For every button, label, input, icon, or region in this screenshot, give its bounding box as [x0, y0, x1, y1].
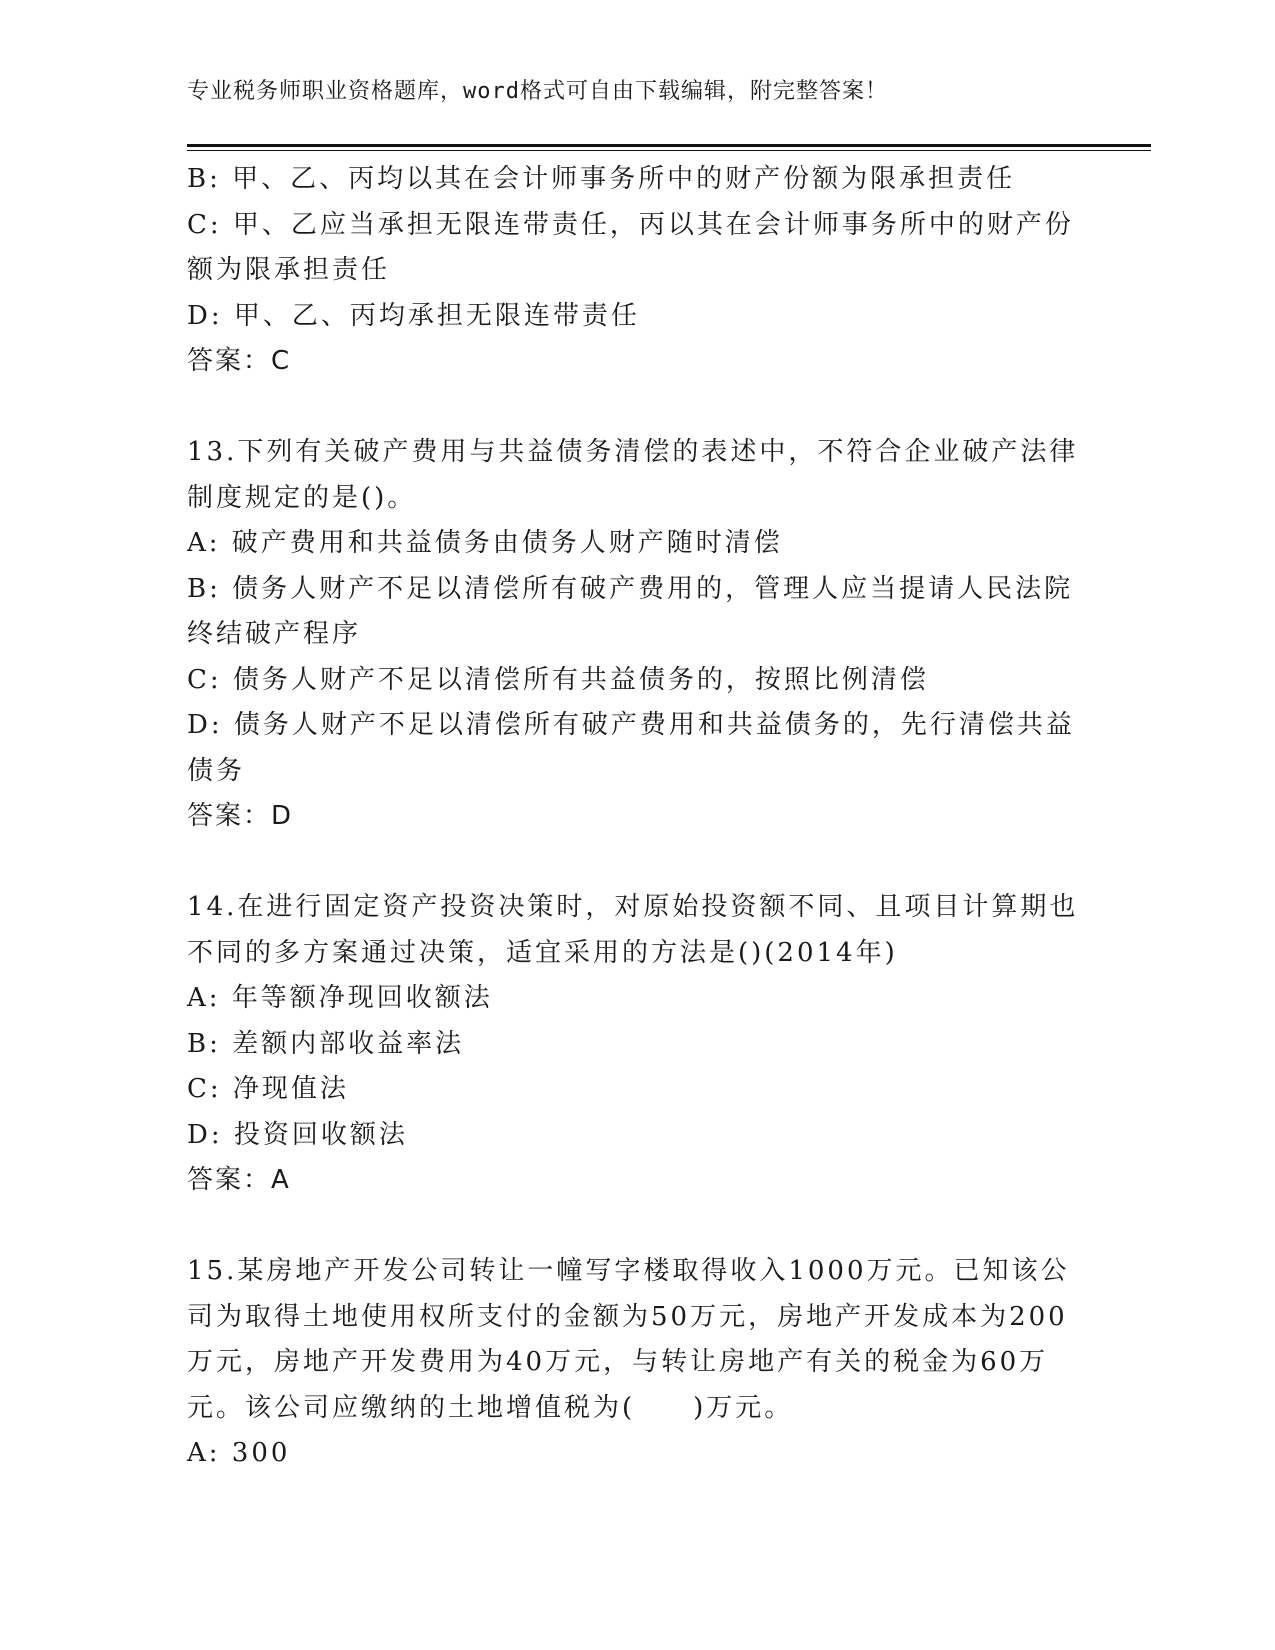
question-stem: 15.某房地产开发公司转让一幢写字楼取得收入1000万元。已知该公: [187, 1256, 1070, 1286]
option-c: C: 债务人财产不足以清偿所有共益债务的，按照比例清偿: [187, 664, 929, 695]
question-stem-cont: 万元，房地产开发费用为40万元，与转让房地产有关的税金为60万: [187, 1347, 1049, 1377]
question-stem: 14.在进行固定资产投资决策时，对原始投资额不同、且项目计算期也: [187, 892, 1079, 922]
header-rule-thick: [187, 144, 1151, 147]
header-rule-thin: [187, 150, 1151, 151]
question-12-continued: [187, 157, 1074, 385]
option-d: D: 甲、乙、丙均承担无限连带责任: [187, 300, 640, 331]
option-b: B: 债务人财产不足以清偿所有破产费用的，管理人应当提请人民法院: [187, 573, 1074, 604]
option-a: A: 年等额净现回收额法: [187, 983, 493, 1013]
question-stem: 13.下列有关破产费用与共益债务清偿的表述中，不符合企业破产法律: [187, 437, 1079, 467]
option-b: B: 甲、乙、丙均以其在会计师事务所中的财产份额为限承担责任: [187, 164, 1016, 194]
answer: 答案：D: [187, 801, 294, 831]
spacer: [187, 840, 1067, 886]
answer: 答案：C: [187, 346, 292, 376]
question-15: [187, 1249, 1070, 1477]
option-b: B: 差额内部收益率法: [187, 1028, 465, 1059]
option-b-cont: 终结破产程序: [187, 619, 362, 649]
question-14: [187, 885, 1079, 1204]
option-c-cont: 额为限承担责任: [187, 255, 391, 285]
option-c: C: 甲、乙应当承担无限连带责任，丙以其在会计师事务所中的财产份: [187, 209, 1074, 240]
spacer: [187, 1204, 1067, 1250]
option-d: D: 债务人财产不足以清偿所有破产费用和共益债务的，先行清偿共益: [187, 710, 1075, 740]
option-a: A: 破产费用和共益债务由债务人财产随时清偿: [187, 528, 783, 558]
page-header: 专业税务师职业资格题库，word格式可自由下载编辑，附完整答案！: [187, 79, 888, 104]
option-a: A: 300: [187, 1438, 291, 1468]
option-c: C: 净现值法: [187, 1074, 349, 1104]
question-stem-cont: 制度规定的是()。: [187, 482, 417, 513]
question-stem-cont: 不同的多方案通过决策，适宜采用的方法是()(2014年): [187, 937, 898, 968]
spacer: [187, 385, 1067, 431]
question-stem-cont: 元。该公司应缴纳的土地增值税为( )万元。: [187, 1392, 794, 1423]
option-d-cont: 债务: [187, 755, 246, 786]
option-d: D: 投资回收额法: [187, 1119, 408, 1150]
question-stem-cont: 司为取得土地使用权所支付的金额为50万元，房地产开发成本为200: [187, 1301, 1068, 1332]
question-13: [187, 430, 1079, 840]
document-body: [187, 157, 1079, 1477]
answer: 答案：A: [187, 1165, 291, 1195]
